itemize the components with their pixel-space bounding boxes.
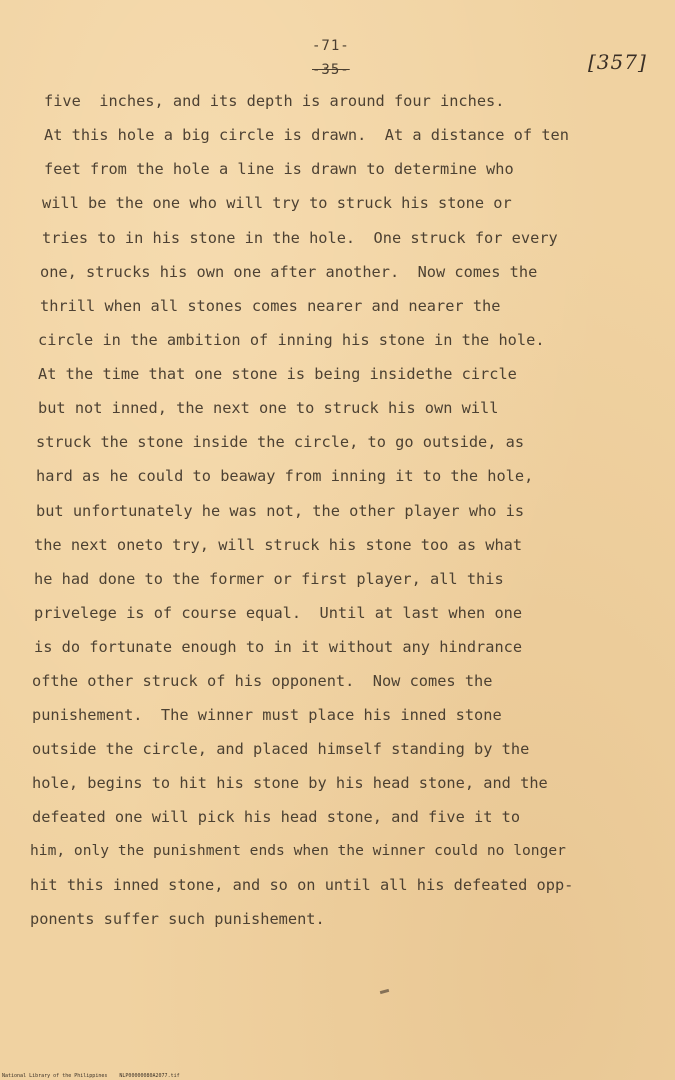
text-line: him, only the punishment ends when the winner could no longer [30,842,566,859]
text-line: tries to in his stone in the hole. One struck for every [42,229,558,247]
text-line: defeated one will pick his head stone, and five it to [32,808,521,826]
text-line: he had done to the former or first player, all this [34,570,504,588]
text-line: outside the circle, and placed himself standing by the [32,740,530,758]
text-line: thrill when all stones comes nearer and nearer the [40,297,501,315]
text-line: privelege is of course equal. Until at last when one [34,604,523,622]
text-line: punishement. The winner must place his inned stone [32,706,502,724]
text-line: struck the stone inside the circle, to go outside, as [36,433,525,451]
text-line: but not inned, the next one to struck his own will [38,399,499,417]
footer-source-line: National Library of the Philippines NLP00000080A2077.tif [2,1073,180,1079]
text-line: but unfortunately he was not, the other player who is [36,502,525,520]
archive-number: [357] [588,50,647,74]
text-line: hole, begins to hit his stone by his head stone, and the [32,774,548,792]
text-line: hard as he could to beaway from inning it to the hole, [36,467,534,485]
text-line: the next oneto try, will struck his stone too as what [34,536,523,554]
text-line: one, strucks his own one after another. Now comes the [40,263,538,281]
struck-page-number: -35- [312,62,350,78]
text-line: will be the one who will try to struck his stone or [42,194,512,212]
text-line: is do fortunate enough to in it without any hindrance [34,638,523,656]
text-line: circle in the ambition of inning his stone in the hole. [38,331,545,349]
text-line: At this hole a big circle is drawn. At a distance of ten [44,126,569,144]
text-line: ofthe other struck of his opponent. Now comes the [32,672,493,690]
page-number: -71- [312,38,350,54]
ink-mark [380,989,389,994]
text-line: feet from the hole a line is drawn to determine who [44,160,514,178]
text-line: At the time that one stone is being insidethe circle [38,365,517,383]
text-line: five inches, and its depth is around four inches. [44,92,505,110]
text-line: ponents suffer such punishement. [30,910,325,928]
text-line: hit this inned stone, and so on until all his defeated opp- [30,876,574,894]
